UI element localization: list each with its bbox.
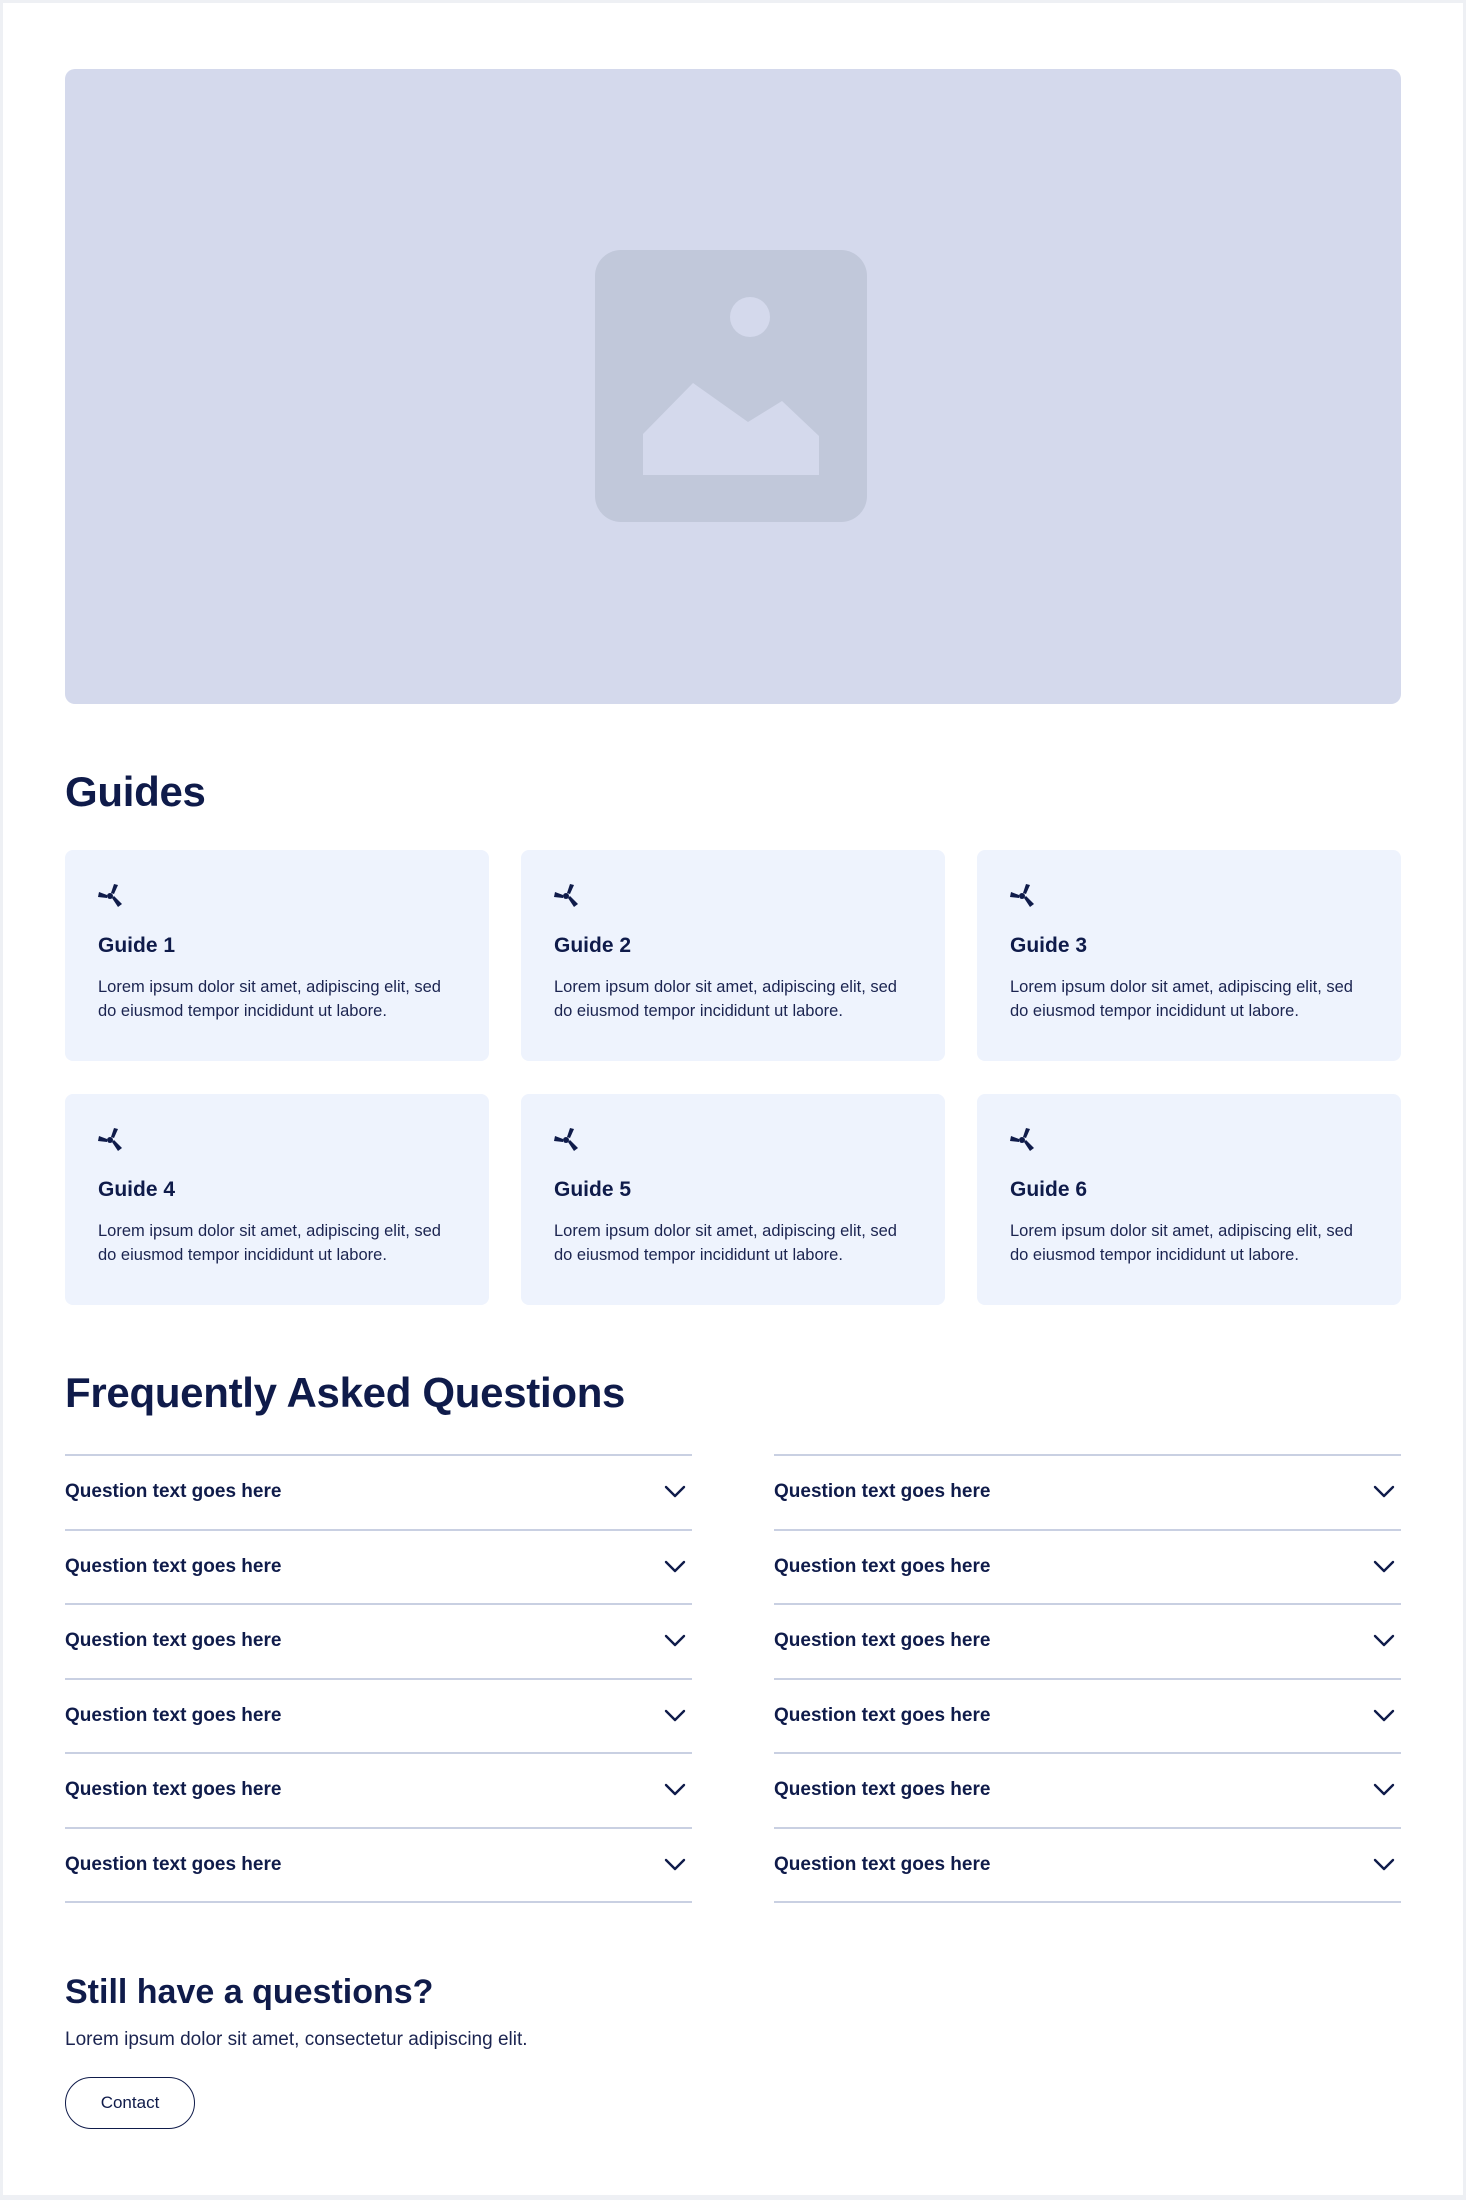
faq-item[interactable] [65, 1531, 692, 1606]
guide-card[interactable] [521, 1094, 945, 1305]
guide-card[interactable] [977, 1094, 1401, 1305]
chevron-down-icon [664, 1560, 686, 1574]
faq-item[interactable] [65, 1680, 692, 1755]
chevron-down-icon [1373, 1634, 1395, 1648]
guides-heading: Guides [65, 768, 206, 815]
faq-grid [65, 1454, 1401, 1903]
page-content [65, 69, 1401, 2129]
guide-title: Guide 3 [1010, 934, 1088, 957]
faq-column-left [65, 1454, 692, 1903]
faq-question: Question text goes here [774, 1779, 991, 1801]
faq-item[interactable] [774, 1754, 1401, 1829]
guide-card[interactable] [521, 850, 945, 1061]
faq-column-right [774, 1454, 1401, 1903]
propeller-icon [554, 882, 580, 910]
faq-question: Question text goes here [65, 1630, 282, 1652]
faq-question: Question text goes here [774, 1630, 991, 1652]
chevron-down-icon [1373, 1858, 1395, 1872]
contact-button[interactable]: Contact [65, 2077, 195, 2129]
guide-title: Guide 2 [554, 934, 632, 957]
faq-item[interactable] [774, 1829, 1401, 1904]
faq-heading: Frequently Asked Questions [65, 1369, 626, 1416]
faq-question: Question text goes here [774, 1555, 991, 1577]
guides-grid [65, 850, 1401, 1305]
hero-image [65, 69, 1401, 704]
guide-title: Guide 6 [1010, 1178, 1088, 1201]
guide-description: Lorem ipsum dolor sit amet, adipiscing elit, sed do eiusmod tempor incididunt ut labore. [554, 1222, 897, 1264]
faq-question: Question text goes here [774, 1481, 991, 1503]
faq-item[interactable] [774, 1531, 1401, 1606]
faq-item[interactable] [65, 1754, 692, 1829]
faq-item[interactable] [65, 1605, 692, 1680]
guide-card[interactable] [977, 850, 1401, 1061]
propeller-icon [98, 1126, 124, 1154]
faq-item[interactable] [774, 1605, 1401, 1680]
propeller-icon [1010, 1126, 1036, 1154]
chevron-down-icon [664, 1634, 686, 1648]
propeller-icon [554, 1126, 580, 1154]
faq-question: Question text goes here [65, 1481, 282, 1503]
propeller-icon [1010, 882, 1036, 910]
faq-question: Question text goes here [774, 1704, 991, 1726]
faq-item[interactable] [774, 1680, 1401, 1755]
guide-description: Lorem ipsum dolor sit amet, adipiscing elit, sed do eiusmod tempor incididunt ut labore. [1010, 1222, 1353, 1264]
chevron-down-icon [664, 1858, 686, 1872]
guide-description: Lorem ipsum dolor sit amet, adipiscing elit, sed do eiusmod tempor incididunt ut labore. [1010, 978, 1353, 1020]
faq-question: Question text goes here [774, 1853, 991, 1875]
faq-item[interactable] [774, 1456, 1401, 1531]
image-placeholder-icon [595, 250, 867, 522]
chevron-down-icon [1373, 1485, 1395, 1499]
chevron-down-icon [1373, 1783, 1395, 1797]
cta-heading: Still have a questions? [65, 1973, 434, 2011]
faq-question: Question text goes here [65, 1779, 282, 1801]
faq-question: Question text goes here [65, 1853, 282, 1875]
propeller-icon [98, 882, 124, 910]
guide-title: Guide 5 [554, 1178, 632, 1201]
page-frame [3, 3, 1463, 2195]
chevron-down-icon [1373, 1709, 1395, 1723]
faq-question: Question text goes here [65, 1555, 282, 1577]
guide-card[interactable] [65, 1094, 489, 1305]
guide-description: Lorem ipsum dolor sit amet, adipiscing elit, sed do eiusmod tempor incididunt ut labore. [98, 978, 441, 1020]
faq-item[interactable] [65, 1456, 692, 1531]
guide-description: Lorem ipsum dolor sit amet, adipiscing elit, sed do eiusmod tempor incididunt ut labore. [98, 1222, 441, 1264]
guide-card[interactable] [65, 850, 489, 1061]
chevron-down-icon [664, 1485, 686, 1499]
guide-title: Guide 1 [98, 934, 176, 957]
faq-item[interactable] [65, 1829, 692, 1904]
guide-description: Lorem ipsum dolor sit amet, adipiscing elit, sed do eiusmod tempor incididunt ut labore. [554, 978, 897, 1020]
faq-question: Question text goes here [65, 1704, 282, 1726]
chevron-down-icon [664, 1783, 686, 1797]
guide-title: Guide 4 [98, 1178, 176, 1201]
chevron-down-icon [1373, 1560, 1395, 1574]
chevron-down-icon [664, 1709, 686, 1723]
cta-text: Lorem ipsum dolor sit amet, consectetur adipiscing elit. [65, 2029, 528, 2050]
